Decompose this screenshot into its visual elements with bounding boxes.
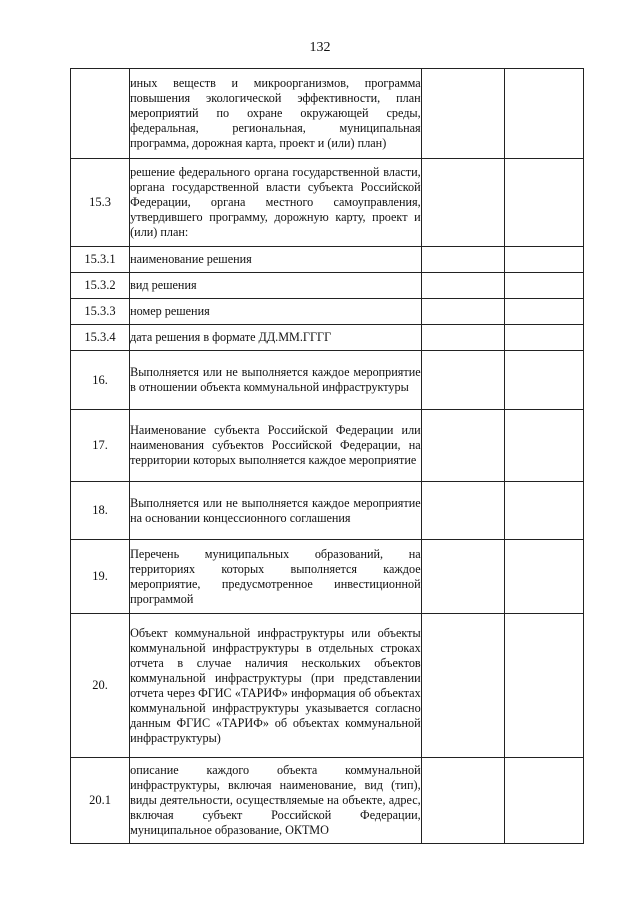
empty-cell (504, 758, 583, 844)
empty-cell (421, 482, 504, 540)
empty-cell (504, 540, 583, 614)
row-description: наименование решения (130, 247, 422, 273)
row-description: Перечень муниципальных образований, на территориях которых выполняется каждое мероприятие, предусмотренное инвестиционной программой (130, 540, 422, 614)
empty-cell (504, 325, 583, 351)
empty-cell (504, 247, 583, 273)
table-row (71, 758, 584, 844)
row-number: 15.3.2 (71, 273, 130, 299)
table-row (71, 351, 584, 410)
row-number: 16. (71, 351, 130, 410)
row-description: решение федерального органа государственной власти, органа государственной власти субъекта Российской Федерации, органа местного самоуправления, утвердившего программу, дорожную карту, проект и (или) план: (130, 159, 422, 247)
row-description: номер решения (130, 299, 422, 325)
row-description: описание каждого объекта коммунальной инфраструктуры, включая наименование, вид (тип), виды деятельности, осуществляемые на объекте, адрес, включая субъект Российской Федерации, муниципальное образование, ОКТМО (130, 758, 422, 844)
row-number: 15.3.3 (71, 299, 130, 325)
table-row (71, 159, 584, 247)
empty-cell (421, 351, 504, 410)
table-row (71, 614, 584, 758)
empty-cell (421, 614, 504, 758)
row-description: дата решения в формате ДД.ММ.ГГГГ (130, 325, 422, 351)
empty-cell (504, 273, 583, 299)
empty-cell (421, 299, 504, 325)
row-number: 15.3 (71, 159, 130, 247)
row-number: 17. (71, 410, 130, 482)
empty-cell (421, 69, 504, 159)
page-number: 132 (309, 40, 331, 55)
empty-cell (421, 325, 504, 351)
row-description: Объект коммунальной инфраструктуры или объекты коммунальной инфраструктуры в отдельных строках отчета в случае наличия нескольких объектов коммунальной инфраструктуры (при представлении отчета через ФГИС «ТАРИФ» информация об объектах коммунальной инфраструктуры указывается согласно данным ФГИС «ТАРИФ» об объектах коммунальной инфраструктуры) (130, 614, 422, 758)
empty-cell (504, 614, 583, 758)
row-number: 20. (71, 614, 130, 758)
row-description: иных веществ и микроорганизмов, программа повышения экологической эффективности, план мероприятий по охране окружающей среды, федеральная, региональная, муниципальная программа, дорожная карта, проект и (или) план) (130, 69, 422, 159)
row-number (71, 69, 130, 159)
table-row (71, 540, 584, 614)
empty-cell (504, 299, 583, 325)
empty-cell (421, 758, 504, 844)
row-description: вид решения (130, 273, 422, 299)
row-number: 15.3.4 (71, 325, 130, 351)
empty-cell (504, 351, 583, 410)
empty-cell (504, 159, 583, 247)
empty-cell (421, 159, 504, 247)
row-description: Наименование субъекта Российской Федерации или наименования субъектов Российской Федерации, на территории которых выполняется каждое мероприятие (130, 410, 422, 482)
table-row (71, 69, 584, 159)
row-number: 19. (71, 540, 130, 614)
row-number: 18. (71, 482, 130, 540)
empty-cell (504, 69, 583, 159)
row-number: 20.1 (71, 758, 130, 844)
empty-cell (504, 410, 583, 482)
row-description: Выполняется или не выполняется каждое мероприятие в отношении объекта коммунальной инфраструктуры (130, 351, 422, 410)
row-number: 15.3.1 (71, 247, 130, 273)
table-row (71, 299, 584, 325)
table-row (71, 247, 584, 273)
requirements-table (70, 68, 584, 844)
empty-cell (421, 540, 504, 614)
table-row (71, 482, 584, 540)
empty-cell (421, 247, 504, 273)
empty-cell (421, 273, 504, 299)
row-description: Выполняется или не выполняется каждое мероприятие на основании концессионного соглашения (130, 482, 422, 540)
table-row (71, 325, 584, 351)
table-row (71, 273, 584, 299)
table-row (71, 410, 584, 482)
empty-cell (504, 482, 583, 540)
empty-cell (421, 410, 504, 482)
